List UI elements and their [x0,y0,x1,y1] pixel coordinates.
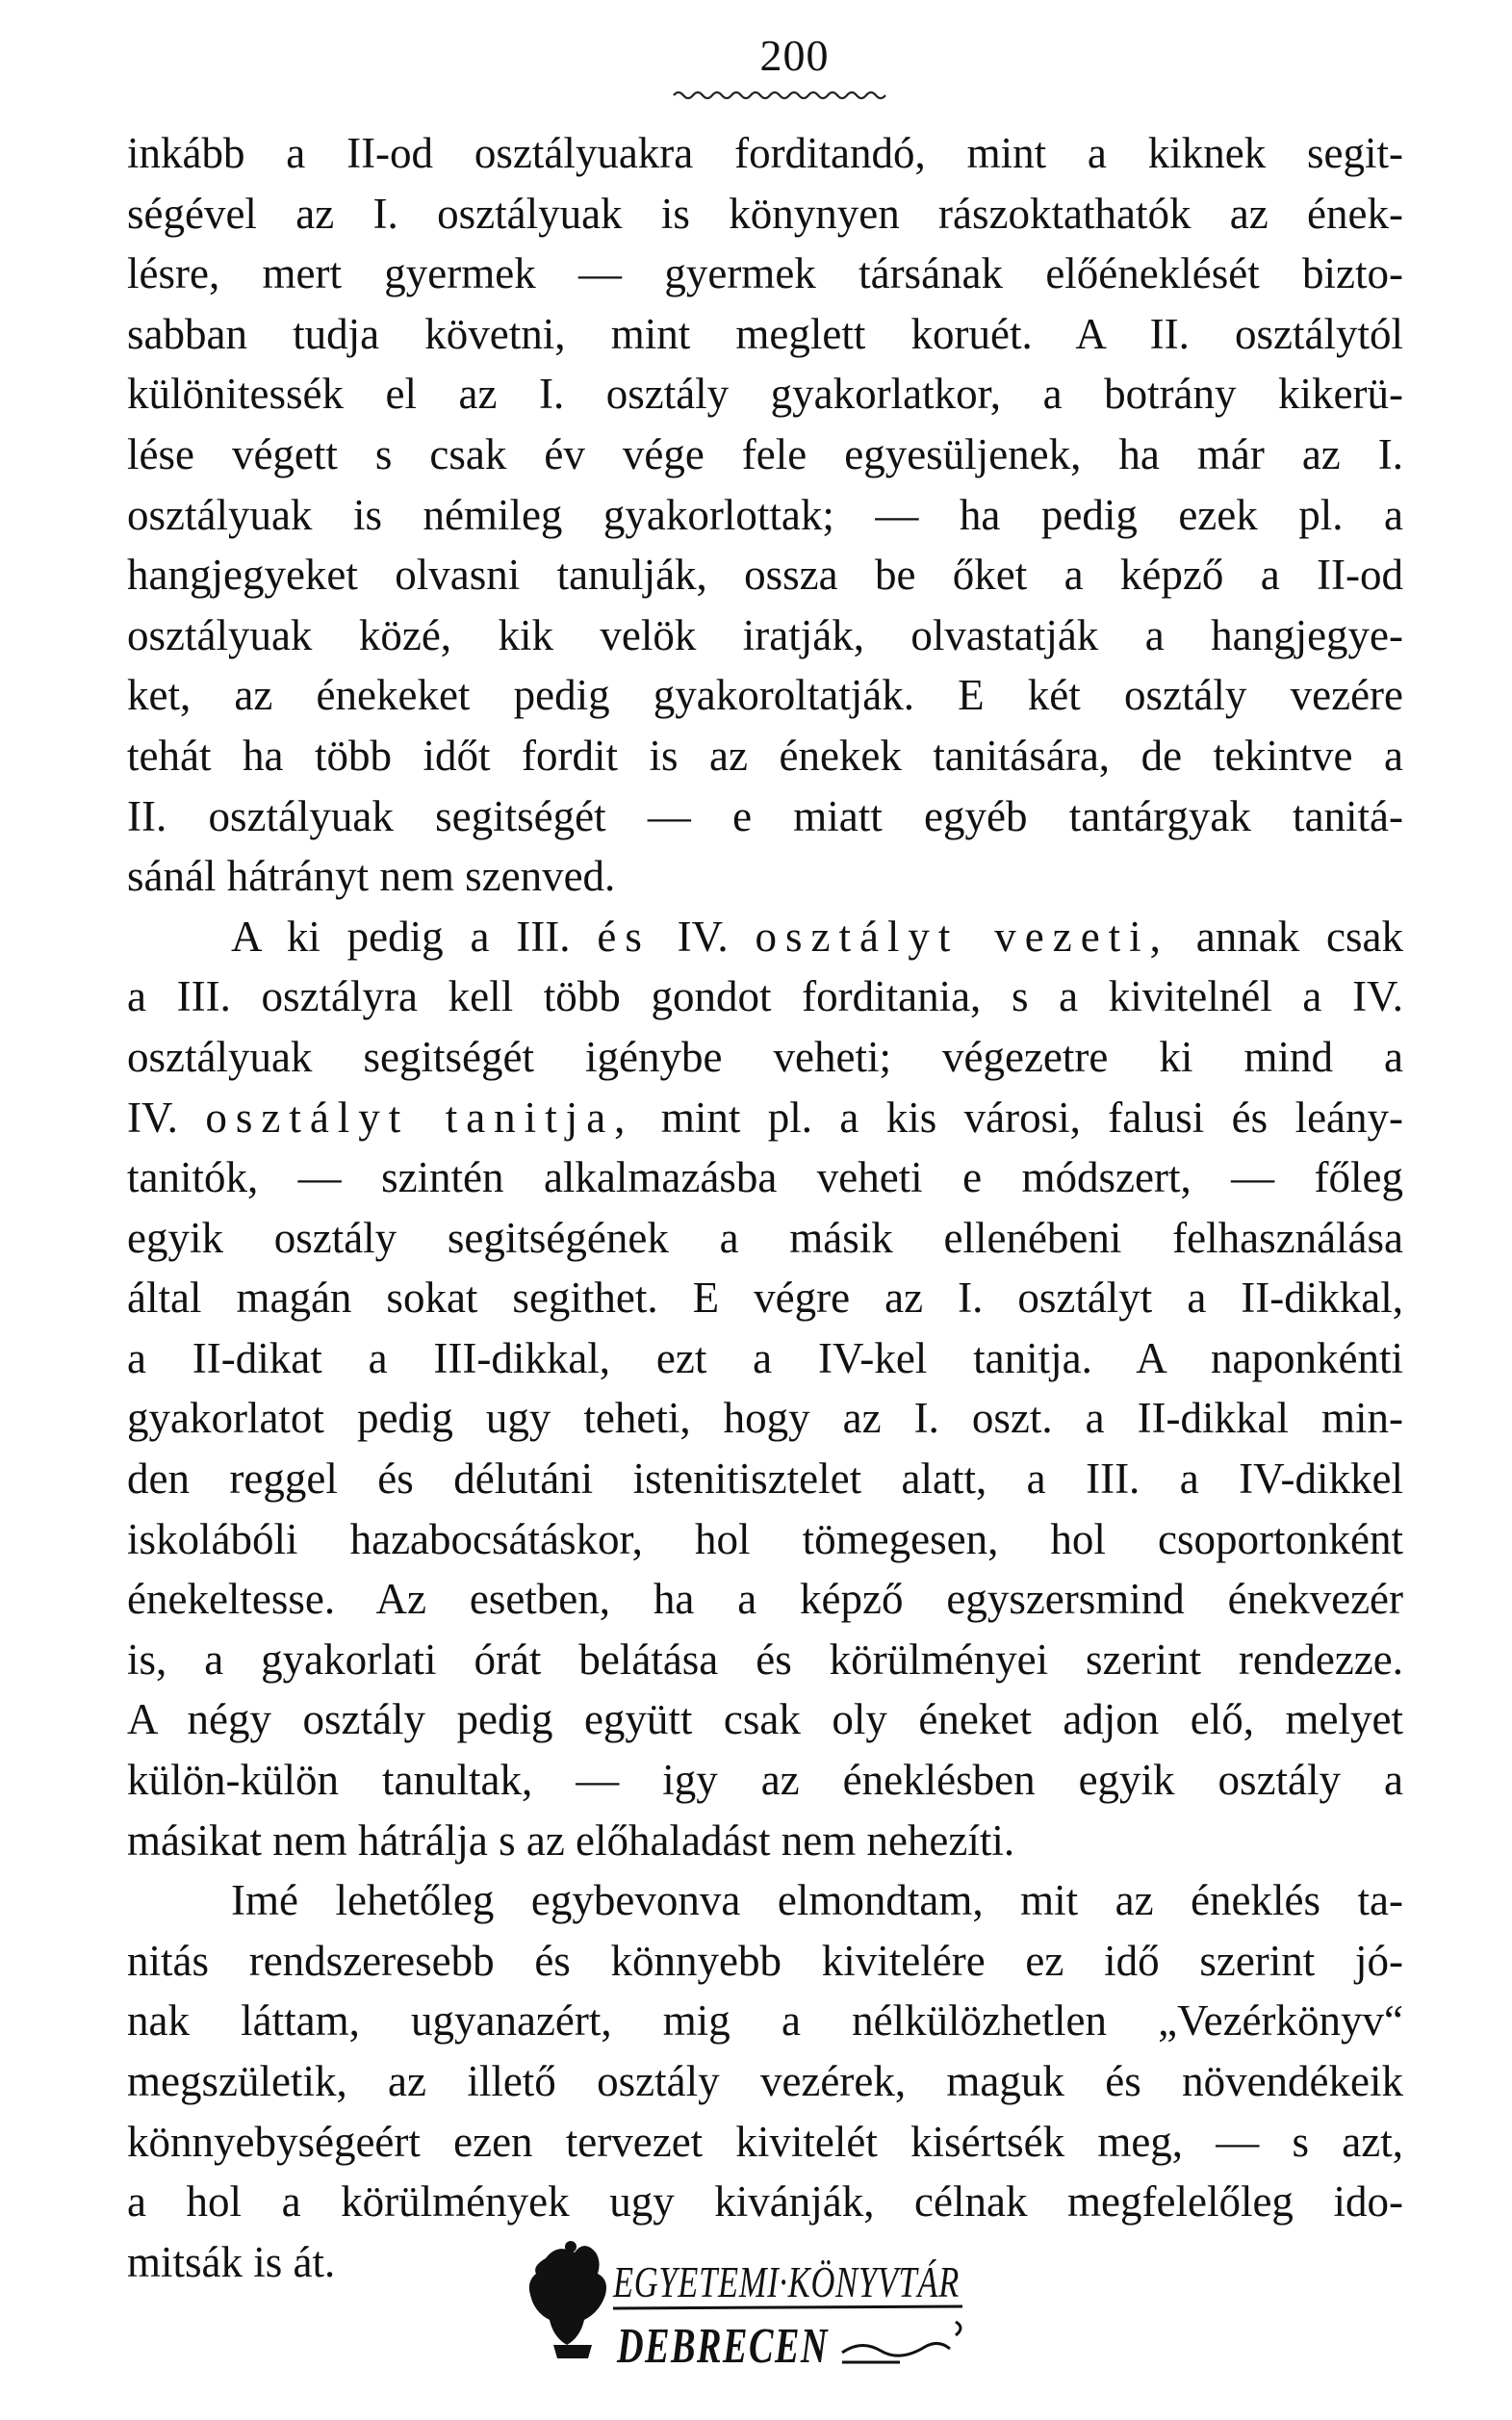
text-line: ket, az énekeket pedig gyakoroltatják. E két osztály vezére [127,671,1403,720]
text-line: a II-dikat a III-dikkal, ezt a IV-kel tanitja. A naponkénti [127,1333,1403,1382]
text-line: tehát ha több időt fordit is az énekek tanitására, de tekintve a [127,731,1403,780]
text-segment: IV. [127,1093,206,1142]
text-line: tanitók, — szintén alkalmazásba veheti e módszert, — főleg [127,1153,1403,1202]
text-line: ségével az I. osztályuak is könynyen rászoktathatók az ének- [127,189,1403,238]
text-line: a III. osztályra kell több gondot forditania, s a kivitelnél a IV. [127,972,1403,1021]
svg-text:EGYETEMI·KÖNYVTÁR: EGYETEMI·KÖNYVTÁR [612,2257,960,2306]
text-line: által magán sokat segithet. E végre az I. osztályt a II-dikkal, [127,1274,1403,1323]
paragraph-1 [127,123,1403,907]
text-line: inkább a II-od osztályuakra forditandó, mint a kiknek segit- [127,129,1403,177]
text-line: egyik osztály segitségének a másik ellenébeni felhasználása [127,1213,1403,1262]
paragraph-2 [127,907,1403,1871]
text-line: osztályuak segitségét igénybe veheti; végezetre ki mind a [127,1032,1403,1081]
text-line: hangjegyeket olvasni tanulják, ossza be őket a képző a II-od [127,551,1403,600]
spaced-emphasis: és [597,912,651,961]
text-line: másikat nem hátrálja s az előhaladást nem nehezíti. [127,1815,1015,1865]
text-line: különitessék el az I. osztály gyakorlatkor, a botrány kikerü- [127,370,1403,419]
text-line: lése végett s csak év vége fele egyesüljenek, ha már az I. [127,429,1403,478]
text-line: sánál hátrányt nem szenved. [127,852,616,901]
text-line: Imé lehetőleg egybevonva elmondtam, mit az éneklés ta- [231,1876,1403,1925]
text-line: osztályuak is némileg gyakorlottak; — ha pedig ezek pl. a [127,490,1403,539]
page-number-text: 200 [759,31,830,80]
text-line: iskolábóli hazabocsátáskor, hol tömegesen, hol csoportonként [127,1514,1403,1563]
text-line: lésre, mert gyermek — gyermek társának előéneklését bizto- [127,249,1403,298]
svg-text:DEBRECEN: DEBRECEN [616,2319,830,2374]
text-line: megszületik, az illető osztály vezérek, maguk és növendékeik [127,2057,1403,2105]
page-number-underline [674,89,885,102]
text-line: énekeltesse. Az esetben, ha a képző egyszersmind énekvezér [127,1575,1403,1624]
text-line: mitsák is át. [127,2237,336,2286]
text-line: osztályuak közé, kik velök iratják, olvastatják a hangjegye- [127,610,1403,659]
text-segment: annak csak [1168,912,1404,961]
text-segment: IV. [650,912,756,961]
spaced-emphasis: osztályt tanitja, [205,1093,634,1142]
text-line: II. osztályuak segitségét — e miatt egyéb tantárgyak tanitá- [127,791,1403,840]
text-line: is, a gyakorlati órát belátása és körülményei szerint rendezze. [127,1635,1403,1684]
text-line [127,907,1403,967]
library-stamp [525,2229,987,2403]
body-text [127,123,1403,2292]
text-line: nitás rendszeresebb és könnyebb kivitelére ez idő szerint jó- [127,1936,1403,1985]
text-line: A négy osztály pedig együtt csak oly éneket adjon elő, melyet [127,1695,1403,1744]
text-line: nak láttam, ugyanazért, mig a nélkülözhetlen „Vezérkönyv“ [127,1996,1403,2046]
text-segment: mint pl. a kis városi, falusi és leány- [633,1093,1404,1142]
text-line: den reggel és délutáni istenitisztelet alatt, a III. a IV-dikkel [127,1455,1403,1504]
text-line: gyakorlatot pedig ugy teheti, hogy az I. oszt. a II-dikkal min- [127,1394,1403,1443]
text-line: külön-külön tanultak, — igy az éneklésben egyik osztály a [127,1756,1403,1805]
text-line [127,1088,1403,1148]
page-number [0,27,1512,85]
text-line: könnyebységeért ezen tervezet kivitelét kisértsék meg, — s azt, [127,2117,1403,2166]
text-line: sabban tudja követni, mint meglett koruét. A II. osztálytól [127,309,1403,358]
spaced-emphasis: osztályt vezeti, [755,912,1169,961]
text-segment: A ki pedig a III. [231,912,598,961]
text-line: a hol a körülmények ugy kivánják, célnak megfelelőleg ido- [127,2177,1403,2227]
